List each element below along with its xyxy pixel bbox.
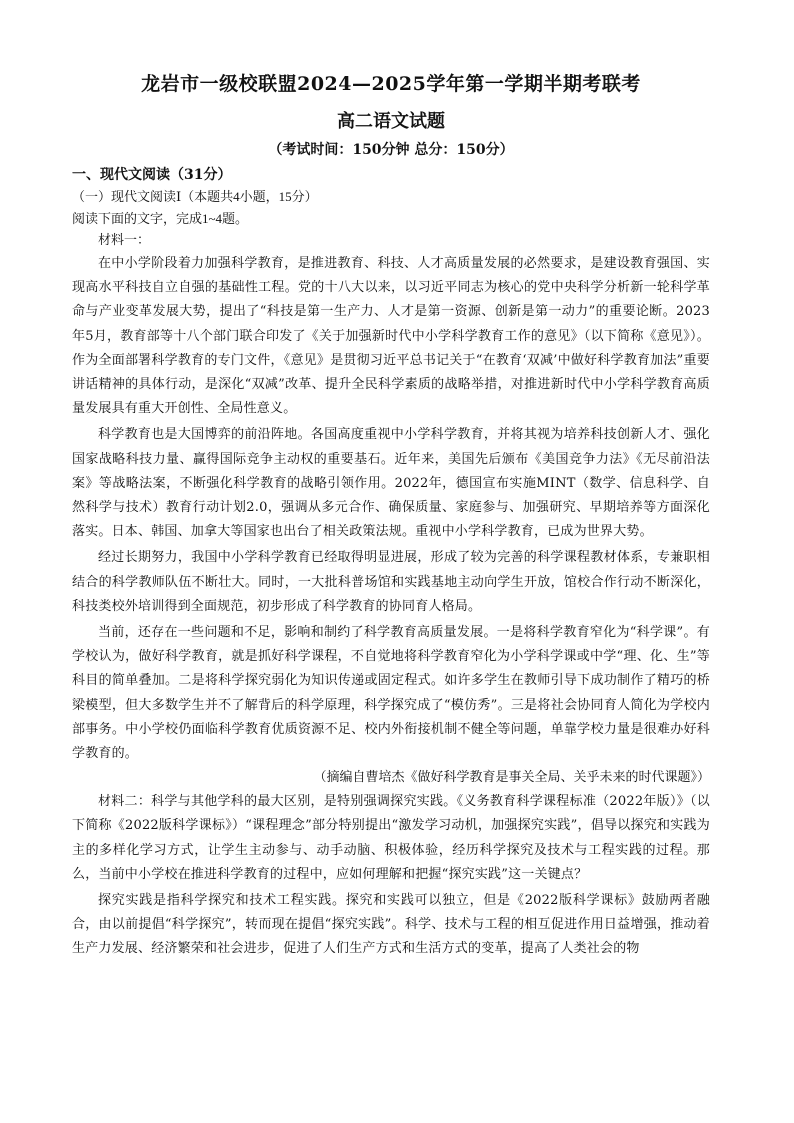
material-label: 材料一： <box>98 233 151 248</box>
section-heading: 一、现代文阅读（31分） <box>72 167 232 183</box>
material1-paragraph: 科学教育也是大国博弈的前沿阵地。各国高度重视中小学科学教育，并将其视为培养科技创新人才、强化国家战略科技力量、赢得国际竞争主动权的重要基石。近年来，美国先后颁布《美国竞争力法》《无尽前沿法案》等战略法案，不断强化科学教育的战略引领作用。2022年，德国宣布实施MINT（数学、信息科学、自然科学与技术）教育行动计划2.0，强调从多元合作、确保质量、家庭参与、加强研究、早期培养等方面深化落实。日本、韩国、加拿大等国家也出台了相关政策法规。重视中小学科学教育，已成为世界大势。 <box>72 427 710 540</box>
exam-subtitle: 高二语文试题 <box>337 111 445 132</box>
material2-paragraph: 探究实践是指科学探究和技术工程实践。探究和实践可以独立，但是《2022版科学课标》鼓励两者融合，由以前提倡“科学探究”，转而现在提倡“探究实践”。科学、技术与工程的相互促进作用日益增强，推动着生产力发展、经济繁荣和社会进步，促进了人们生产方式和生活方式的变革，提高了人类社会的物 <box>72 893 710 957</box>
material1-source: （摘编自曹培杰《做好科学教育是事关全局、关乎未来的时代课题》） <box>313 770 710 786</box>
exam-info: （考试时间：150分钟 总分：150分） <box>268 142 514 158</box>
material1-paragraph: 当前，还存在一些问题和不足，影响和制约了科学教育高质量发展。一是将科学教育窄化为“科学课”。有学校认为，做好科学教育，就是抓好科学课程，不自觉地将科学教育窄化为小学科学课或中学“理、化、生”等科目的简单叠加。二是将科学探究弱化为知识传递或固定程式。如许多学生在教师引导下成功制作了精巧的桥梁模型，但大多数学生并不了解背后的科学原理，科学探究成了“模仿秀”。三是将社会协同育人简化为学校内部事务。中小学校仍面临科学教育优质资源不足、校内外衔接机制不健全等问题，单靠学校力量是很难办好科学教育的。 <box>72 625 710 762</box>
material2-paragraph: 材料二：科学与其他学科的最大区别，是特别强调探究实践。《义务教育科学课程标准（2022年版）》（以下简称《2022版科学课标》）“课程理念”部分特别提出“激发学习动机，加强探究实践”，倡导以探究和实践为主的多样化学习方式，让学生主动参与、动手动脑、积极体验，经历科学探究及技术与工程实践的过程。那么，当前中小学校在推进科学教育的过程中，应如何理解和把握“探究实践”这一关键点？ <box>72 794 710 882</box>
sub-section-heading: （一）现代文阅读Ⅰ（本题共4小题，15分） <box>72 189 318 204</box>
reading-instruction: 阅读下面的文字，完成1~4题。 <box>72 211 249 226</box>
material1-paragraph: 经过长期努力，我国中小学科学教育已经取得明显进展，形成了较为完善的科学课程教材体系，专兼职相结合的科学教师队伍不断壮大。同时，一大批科普场馆和实践基地主动向学生开放，馆校合作行动不断深化，科技类校外培训得到全面规范，初步形成了科学教育的协同育人格局。 <box>72 550 710 614</box>
material1-paragraph: 在中小学阶段着力加强科学教育，是推进教育、科技、人才高质量发展的必然要求，是建设教育强国、实现高水平科技自立自强的基础性工程。党的十八大以来，以习近平同志为核心的党中央科学分析新一轮科学革命与产业变革发展大势，提出了“科技是第一生产力、人才是第一资源、创新是第一动力”的重要论断。2023年5月，教育部等十八个部门联合印发了《关于加强新时代中小学科学教育工作的意见》（以下简称《意见》）。作为全面部署科学教育的专门文件，《意见》是贯彻习近平总书记关于“在教育‘双减’中做好科学教育加法”重要讲话精神的具体行动，是深化“双减”改革、提升全民科学素质的战略举措，对推进新时代中小学科学教育高质量发展具有重大开创性、全局性意义。 <box>72 256 710 417</box>
exam-title: 龙岩市一级校联盟2024—2025学年第一学期半期考联考 <box>141 73 641 95</box>
